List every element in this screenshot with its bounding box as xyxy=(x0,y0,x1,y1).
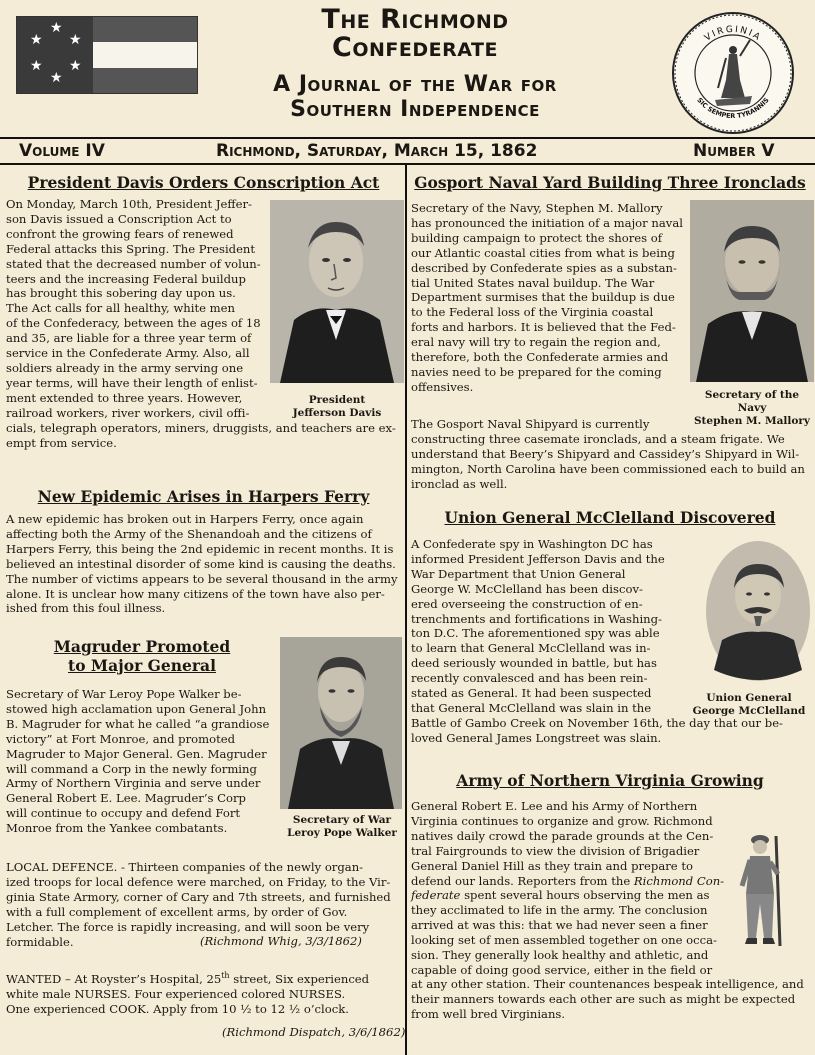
gosport-body-2: The Gosport Naval Shipyard is currently constructing three casemate ironclads, and a steam frigate. We understand that Beery’s Shipyard and Cassidey’s Shipyard in Wil- mington, North Carolina have been commissioned each to build an ironclad as well. xyxy=(411,417,805,491)
local-defence-notice: LOCAL DEFENCE. - Thirteen companies of the newly organ- ized troops for local defence were marched, on Friday, to the Vir- ginia State Armory, corner of Cary and 7th streets, and furnished with a full complement of excellent arms, by order of Gov. Letcher. The force is rapidly increasing, and will soon be very formidable. xyxy=(6,860,391,949)
virginia-seal-image xyxy=(670,10,796,136)
leroy-pope-walker-portrait xyxy=(280,637,402,809)
star-icon: ★ xyxy=(50,70,63,86)
svg-text:VIRGINIA: VIRGINIA xyxy=(702,24,764,44)
army-body-continued: at any other station. Their countenances bespeak intelligence, and their manners towards each other are such as might be expected from well bred Virginians. xyxy=(411,977,804,1021)
star-icon: ★ xyxy=(30,58,43,74)
wanted-notice: WANTED – At Royster’s Hospital, 25th street, Six experienced white male NURSES. Four experienced colored NURSES. One experienced COOK. Apply from 10 ½ to 12 ½ o’clock. xyxy=(6,971,370,1016)
army-body: General Robert E. Lee and his Army of Northern Virginia continues to organize and grow. Richmond natives daily crowd the parade grounds at the Cen- tral Fairgrounds to view the division of Brigadier General Daniel Hill as they train and prepare to defend our lands. Reporters from the Richmond Con- federate spent several hours observing the men as they acclimated to life in the army. The conclusion arrived at was this: that we had never seen a finer looking set of men assembled together on one occa- sion. They generally look healthy and athletic, and capable of doing good service, either in the field or xyxy=(411,799,725,977)
wanted-citation: (Richmond Dispatch, 3/6/1862) xyxy=(222,1025,406,1039)
mcclelland-body-continued: Battle of Gambo Creek on November 16th, the day that our be- loved General James Longstreet was slain. xyxy=(411,716,783,745)
davis-caption: President Jefferson Davis xyxy=(292,394,382,419)
dateline xyxy=(0,141,815,163)
gosport-body: Secretary of the Navy, Stephen M. Mallory has pronounced the initiation of a major naval building campaign to protect the shores of our Atlantic coastal cities from what is being described by Confederate spies as a substan- tial United States naval buildup. The War Department surmises that the buildup is due to the Federal loss of the Virginia coastal forts and harbors. It is believed that the Fed- eral navy will try to regain the region and, therefore, both the Confederate armies and navies need to be prepared for the coming offensives. xyxy=(411,201,683,394)
top-rule xyxy=(0,137,815,139)
svg-text:SIC SEMPER TYRANNIS: SIC SEMPER TYRANNIS xyxy=(695,96,771,121)
mallory-caption: Secretary of the Navy Stephen M. Mallory xyxy=(693,389,811,427)
volume-label: Volume IV xyxy=(19,141,105,161)
davis-body: On Monday, March 10th, President Jeffer- son Davis issued a Conscription Act to confront the growing fears of renewed Federal attacks this Spring. The President stated that the decreased number of volun- teers and the increasing Federal buildup has brought this sobering day upon us. The Act calls for all healthy, white men of the Confederacy, between the ages of 18 and 35, are liable for a three year term of service in the Confederate Army. Also, all soldiers already in the army serving one year terms, will have their length of enlist- ment extended to three years. However, xyxy=(6,197,261,405)
epidemic-body: A new epidemic has broken out in Harpers Ferry, once again affecting both the Army of the Shenandoah and the citizens of Harpers Ferry, this being the 2nd epidemic in recent months. It is believed an intestinal disorder of some kind is causing the deaths. The number of victims appears to be several thousand in the army alone. It is unclear how many citizens of the town have also per- ished from this foul illness. xyxy=(6,512,398,616)
issue-date: Richmond, Saturday, March 15, 1862 xyxy=(216,141,538,161)
dateline-rule xyxy=(0,163,815,165)
walker-caption: Secretary of War Leroy Pope Walker xyxy=(287,814,397,839)
newspaper-subtitle: A Journal of the War for Southern Independence xyxy=(273,72,557,122)
davis-body-continued: railroad workers, river workers, civil offi- cials, telegraph operators, miners, druggists, and teachers are ex- empt from service. xyxy=(6,406,396,450)
davis-headline: President Davis Orders Conscription Act xyxy=(27,173,380,192)
newspaper-title: The Richmond Confederate xyxy=(321,4,509,63)
star-icon: ★ xyxy=(30,32,43,48)
wanted-lead: WANTED xyxy=(6,972,62,986)
gosport-headline: Gosport Naval Yard Building Three Ironclads xyxy=(414,173,806,192)
column-divider xyxy=(405,165,407,1055)
george-mcclelland-portrait xyxy=(704,540,812,682)
stephen-mallory-portrait xyxy=(690,200,814,382)
epidemic-headline: New Epidemic Arises in Harpers Ferry xyxy=(37,487,370,506)
number-label: Number V xyxy=(693,141,775,161)
army-headline: Army of Northern Virginia Growing xyxy=(456,771,764,790)
mcclelland-caption: Union General George McClelland xyxy=(692,692,806,717)
star-icon: ★ xyxy=(69,58,82,74)
magruder-body: Secretary of War Leroy Pope Walker be- stowed high acclamation upon General John B. Magruder for what he called “a grandiose victory” at Fort Monroe, and promoted Magruder to Major General. Gen. Magruder will command a Corp in the newly forming Army of Northern Virginia and serve under General Robert E. Lee. Magruder’s Corp will continue to occupy and defend Fort Monroe from the Yankee combatants. xyxy=(6,687,270,836)
mcclelland-body: A Confederate spy in Washington DC has informed President Jefferson Davis and the War Department that Union General George W. McClelland has been discov- ered overseeing the construction of en- trenchments and fortifications in Washing- ton D.C. The aforementioned spy was able to learn that General McClelland was in- deed seriously wounded in battle, but has recently convalesced and has been rein- stated as General. It had been suspected that General McClelland was slain in the xyxy=(411,537,665,715)
local-defence-citation: (Richmond Whig, 3/3/1862) xyxy=(200,934,362,948)
magruder-headline: Magruder Promoted to Major General xyxy=(53,637,231,675)
local-defence-lead: LOCAL DEFENCE. xyxy=(6,860,118,874)
paper-name: Richmond Con- xyxy=(633,873,725,888)
confederate-flag-image xyxy=(16,16,198,94)
confederate-soldier-illustration xyxy=(728,828,808,952)
star-icon: ★ xyxy=(50,20,63,36)
star-icon: ★ xyxy=(69,32,82,48)
jefferson-davis-portrait xyxy=(270,200,404,383)
mcclelland-headline: Union General McClelland Discovered xyxy=(444,508,776,527)
